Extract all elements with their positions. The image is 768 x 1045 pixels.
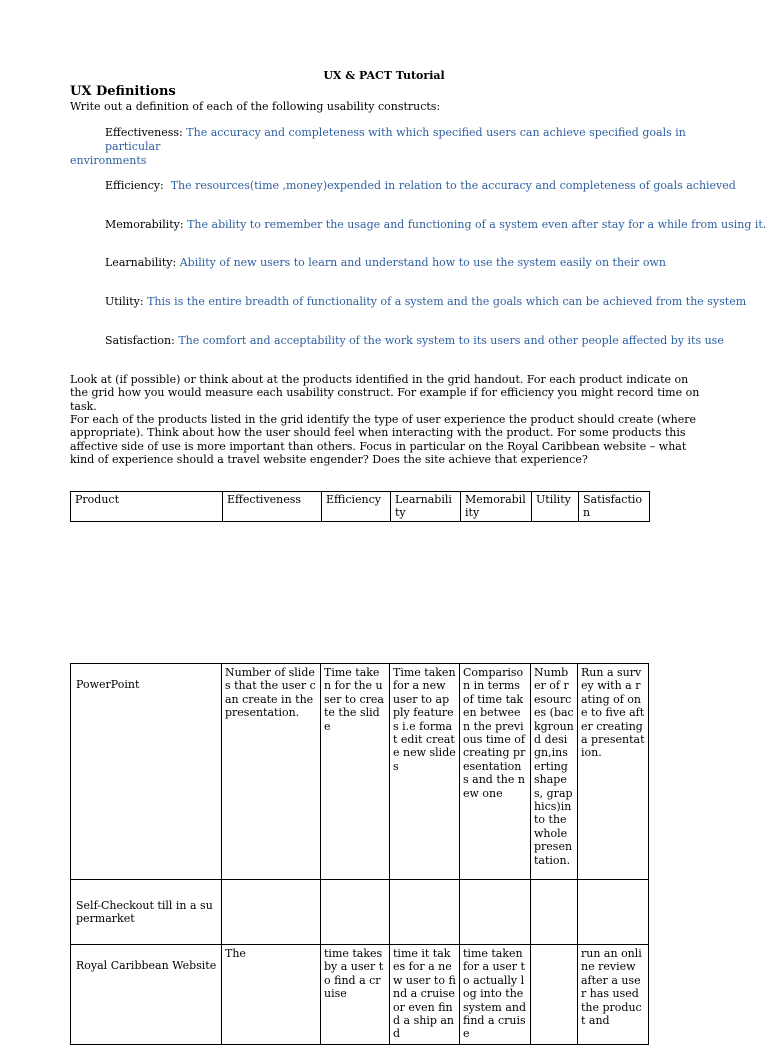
product-cell: PowerPoint [71,664,222,880]
header-product: Product [71,492,223,522]
memorability-cell [460,880,531,945]
definition-memorability [105,218,766,232]
definition-answer: The ability to remember the usage and functioning of a system even after stay for a while from using it. [187,218,767,231]
definition-efficiency [105,179,736,193]
definition-label: Satisfaction: [105,334,175,347]
efficiency-cell: Time taken for the user to create the slide [321,664,390,880]
grid-body-table [70,663,649,1045]
header-utility: Utility [532,492,579,522]
definition-label: Effectiveness: [105,126,183,139]
table-row [71,880,649,945]
definition-answer: This is the entire breadth of functionality of a system and the goals which can be achieved from the system [147,295,747,308]
definition-learnability [105,256,666,270]
satisfaction-cell: Run a survey with a rating of one to five after creating a presentation. [578,664,649,880]
utility-cell [531,880,578,945]
section-heading: UX Definitions [70,84,176,99]
effectiveness-cell: Number of slides that the user can create in the presentation. [222,664,321,880]
header-learnability: Learnability [391,492,461,522]
learnability-cell: Time taken for a new user to apply features i.e format edit create new slides [390,664,460,880]
definition-utility [105,295,746,309]
table-row [71,664,649,880]
definition-label: Utility: [105,295,144,308]
table-row [71,945,649,1045]
satisfaction-cell: run an online review after a user has used the product and [578,945,649,1045]
definition-answer: The resources(time ,money)expended in relation to the accuracy and completeness of goals achieved [170,179,736,192]
learnability-cell: time it takes for a new user to find a cruise or even find a ship and [390,945,460,1045]
product-cell: Self-Checkout till in a supermarket [71,880,222,945]
header-efficiency: Efficiency [322,492,391,522]
efficiency-cell: time takes by a user to find a cruise [321,945,390,1045]
definition-effectiveness [70,126,710,168]
document-title: UX & PACT Tutorial [323,69,445,82]
definition-answer-continued: environments [70,154,147,167]
definition-answer: The comfort and acceptability of the work system to its users and other people affected by its use [178,334,724,347]
learnability-cell [390,880,460,945]
effectiveness-cell: The [222,945,321,1045]
definition-answer: The accuracy and completeness with which specified users can achieve specified goals in particular [105,126,686,153]
product-cell: Royal Caribbean Website [71,945,222,1045]
effectiveness-cell [222,880,321,945]
satisfaction-cell [578,880,649,945]
header-satisfaction: Satisfaction [579,492,650,522]
definition-label: Memorability: [105,218,184,231]
definition-label: Efficiency: [105,179,164,192]
memorability-cell: time taken for a user to actually log into the system and find a cruise [460,945,531,1045]
header-effectiveness: Effectiveness [223,492,322,522]
intro-text: Write out a definition of each of the following usability constructs: [70,100,441,113]
grid-header-table [70,491,650,522]
table-row [71,492,650,522]
definition-answer: Ability of new users to learn and understand how to use the system easily on their own [179,256,666,269]
header-memorability: Memorability [461,492,532,522]
utility-cell: Number of resources (background design,inserting shapes, graphics)into the whole presentation. [531,664,578,880]
utility-cell [531,945,578,1045]
definition-label: Learnability: [105,256,177,269]
instruction-paragraph-2: For each of the products listed in the grid identify the type of user experience the product should create (where appropriate). Think about how the user should feel when interacting with the product. For some products this affective side of use is more important than others. Focus in particular on the Royal Caribbean website – what kind of experience should a travel website engender? Does the site achieve that experience? [70,413,696,467]
definition-satisfaction [105,334,724,348]
instruction-paragraph-1: Look at (if possible) or think about at the products identified in the grid handout. For each product indicate on the grid how you would measure each usability construct. For example if for efficiency you might record time on task. [70,373,700,413]
efficiency-cell [321,880,390,945]
memorability-cell: Comparison in terms of time taken between the previous time of creating presentations and the new one [460,664,531,880]
